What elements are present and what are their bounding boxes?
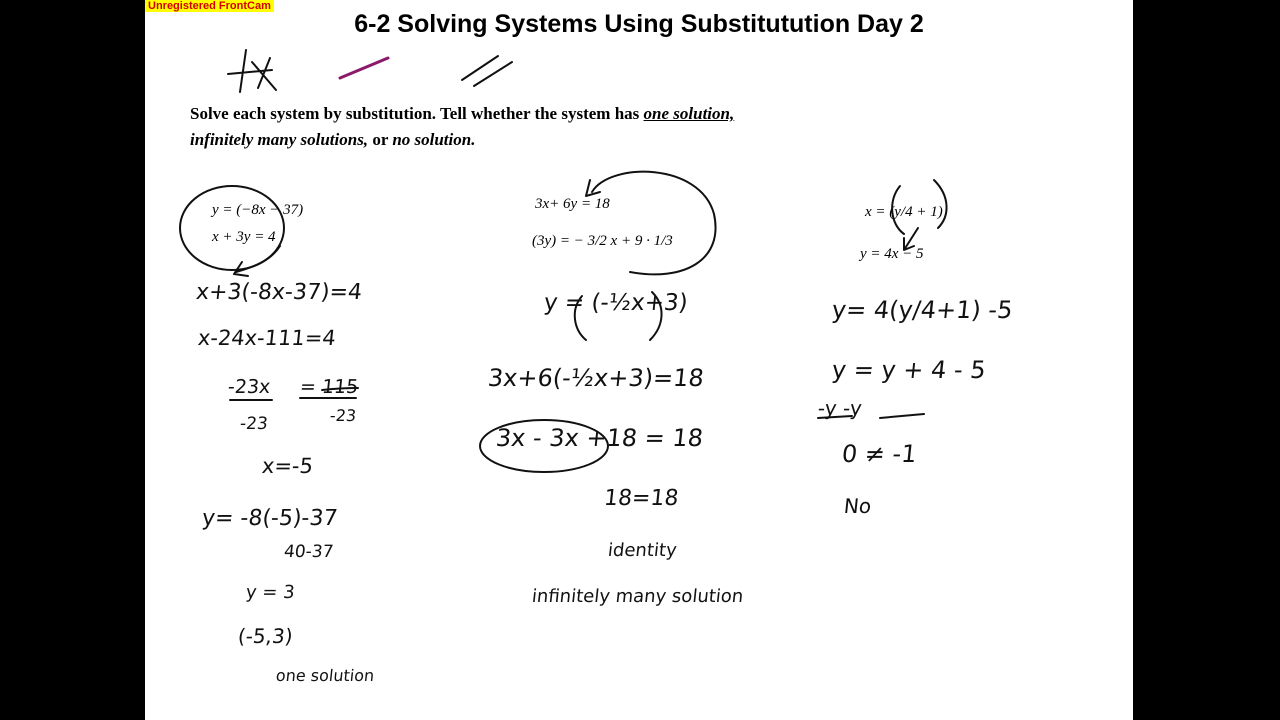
p2-solve-y: y = (-½x+3) xyxy=(542,290,689,316)
p3-subtract: -y -y xyxy=(816,396,864,420)
problem3-eq2: y = 4x − 5 xyxy=(860,246,924,262)
p3-substitute: y= 4(y/4+1) -5 xyxy=(830,296,1014,324)
p1-x-value: x=-5 xyxy=(260,454,315,478)
p1-step3-den1: -23 xyxy=(238,414,269,434)
p3-answer: No xyxy=(842,494,873,518)
p1-step3-rhs: = 115 xyxy=(298,376,360,398)
p3-arrow xyxy=(904,228,918,250)
p1-arith: 40-37 xyxy=(282,542,335,562)
p1-answer: one solution xyxy=(275,666,376,685)
p1-y-value: y = 3 xyxy=(244,582,296,603)
p1-substitute: y= -8(-5)-37 xyxy=(200,506,339,531)
problem3-eq1: x = (y/4 + 1) xyxy=(865,204,943,220)
problem1-eq1: y = (−8x − 37) xyxy=(212,202,304,218)
intersecting-lines-sketch xyxy=(228,50,276,92)
watermark-label: Unregistered FrontCam xyxy=(145,0,274,12)
p3-underlines xyxy=(818,414,924,418)
p2-simplify: 3x - 3x +18 = 18 xyxy=(494,424,705,452)
parallel-lines-sketch xyxy=(462,56,512,86)
instructions-no-solution: no solution. xyxy=(392,130,476,149)
p2-paren-left xyxy=(575,296,586,340)
instructions-part3: or xyxy=(368,130,393,149)
p1-arrow xyxy=(234,246,280,276)
p2-loop xyxy=(592,172,716,275)
p1-fraction-bar xyxy=(230,398,356,400)
p1-step3-den2: -23 xyxy=(329,406,358,425)
p2-substitute: 3x+6(-½x+3)=18 xyxy=(486,364,706,392)
problem2-eq1: 3x+ 6y = 18 xyxy=(535,196,610,212)
p2-paren-right xyxy=(650,292,662,340)
p1-step3-lhs: -23x xyxy=(226,376,272,398)
same-line-sketch xyxy=(340,58,388,78)
p2-answer: infinitely many solution xyxy=(530,586,745,607)
instructions-infinite: infinitely many solutions, xyxy=(190,130,369,149)
p2-circle xyxy=(480,420,608,472)
problem1-eq2: x + 3y = 4 xyxy=(212,229,276,245)
p2-arrow xyxy=(586,180,600,196)
instructions-one-solution: one solution, xyxy=(643,104,735,123)
p3-result: 0 ≠ -1 xyxy=(840,440,919,468)
p1-underline xyxy=(322,388,358,390)
p3-paren-left xyxy=(892,186,904,234)
p1-step1: x+3(-8x-37)=4 xyxy=(194,280,364,305)
problem2-eq2: (3y) = − 3/2 x + 9 · 1/3 xyxy=(532,233,673,249)
p1-point: (-5,3) xyxy=(236,624,294,648)
p2-identity: identity xyxy=(606,540,678,561)
p3-simplify: y = y + 4 - 5 xyxy=(830,356,988,384)
p2-result: 18=18 xyxy=(602,486,680,511)
p3-paren-right xyxy=(934,180,947,228)
p1-step2: x-24x-111=4 xyxy=(196,326,338,350)
page-title: 6-2 Solving Systems Using Substitutution Day 2 xyxy=(354,10,924,38)
instructions-part1: Solve each system by substitution. Tell whether the system has xyxy=(190,104,644,123)
